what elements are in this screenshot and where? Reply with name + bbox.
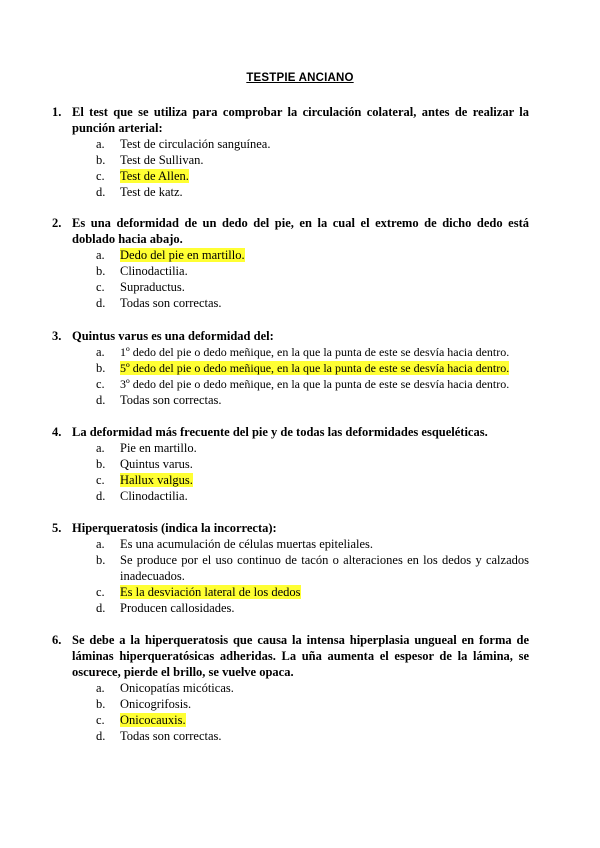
option-b bbox=[52, 456, 529, 472]
option-d bbox=[52, 488, 529, 504]
question-number: 1. bbox=[52, 105, 62, 119]
question-5-options bbox=[52, 536, 529, 616]
option-c bbox=[52, 472, 529, 488]
option-b bbox=[52, 552, 529, 584]
question-4 bbox=[52, 424, 529, 504]
option-letter: b. bbox=[96, 697, 106, 711]
option-text-highlighted: 5º dedo del pie o dedo meñique, en la que la punta de este se desvía hacia dentro. bbox=[120, 361, 510, 375]
question-number: 3. bbox=[52, 329, 62, 343]
question-2-options bbox=[52, 247, 529, 311]
option-c bbox=[52, 712, 529, 728]
option-letter: b. bbox=[96, 264, 106, 278]
option-text: 3º dedo del pie o dedo meñique, en la que la punta de este se desvía hacia dentro. bbox=[120, 377, 510, 391]
option-text: Supraductus. bbox=[120, 280, 185, 294]
option-a bbox=[52, 136, 529, 152]
option-letter: a. bbox=[96, 137, 105, 151]
option-d bbox=[52, 184, 529, 200]
question-number: 5. bbox=[52, 521, 62, 535]
option-a bbox=[52, 440, 529, 456]
option-text: Todas son correctas. bbox=[120, 729, 222, 743]
question-6-header bbox=[52, 632, 529, 680]
option-letter: d. bbox=[96, 185, 106, 199]
option-a bbox=[52, 680, 529, 696]
option-letter: d. bbox=[96, 601, 106, 615]
option-text-highlighted: Onicocauxis. bbox=[120, 713, 186, 727]
option-d bbox=[52, 392, 529, 408]
option-text: Clinodactilia. bbox=[120, 489, 188, 503]
option-letter: c. bbox=[96, 473, 105, 487]
option-text: Todas son correctas. bbox=[120, 393, 222, 407]
question-number: 2. bbox=[52, 216, 62, 230]
option-d bbox=[52, 728, 529, 744]
option-letter: a. bbox=[96, 345, 105, 359]
option-c bbox=[52, 584, 529, 600]
question-text: El test que se utiliza para comprobar la circulación colateral, antes de realizar la punción arterial: bbox=[72, 105, 529, 135]
question-2 bbox=[52, 215, 529, 311]
option-text: Es una acumulación de células muertas epiteliales. bbox=[120, 537, 374, 551]
option-b bbox=[52, 152, 529, 168]
option-letter: a. bbox=[96, 441, 105, 455]
option-text-highlighted: Hallux valgus. bbox=[120, 473, 193, 487]
option-letter: d. bbox=[96, 729, 106, 743]
option-letter: c. bbox=[96, 585, 105, 599]
option-b bbox=[52, 263, 529, 279]
question-text: Es una deformidad de un dedo del pie, en la cual el extremo de dicho dedo está doblado hacia abajo. bbox=[72, 216, 529, 246]
option-text: Quintus varus. bbox=[120, 457, 193, 471]
option-text: Clinodactilia. bbox=[120, 264, 188, 278]
question-text: La deformidad más frecuente del pie y de todas las deformidades esqueléticas. bbox=[72, 425, 488, 439]
option-c bbox=[52, 279, 529, 295]
option-text: Test de circulación sanguínea. bbox=[120, 137, 271, 151]
option-a bbox=[52, 536, 529, 552]
option-letter: a. bbox=[96, 681, 105, 695]
option-text: Test de katz. bbox=[120, 185, 183, 199]
option-d bbox=[52, 295, 529, 311]
question-number: 4. bbox=[52, 425, 62, 439]
option-text-highlighted: Es la desviación lateral de los dedos bbox=[120, 585, 301, 599]
option-letter: b. bbox=[96, 553, 106, 567]
option-letter: c. bbox=[96, 713, 105, 727]
option-text: Test de Sullivan. bbox=[120, 153, 204, 167]
option-b bbox=[52, 360, 529, 376]
question-6 bbox=[52, 632, 529, 744]
question-text: Hiperqueratosis (indica la incorrecta): bbox=[72, 521, 277, 535]
option-a bbox=[52, 344, 529, 360]
question-3-header bbox=[52, 328, 529, 344]
option-c bbox=[52, 168, 529, 184]
option-text: Se produce por el uso continuo de tacón o alteraciones en los dedos y calzados inadecuados. bbox=[120, 553, 529, 583]
option-letter: d. bbox=[96, 296, 106, 310]
question-3-options bbox=[52, 344, 529, 408]
option-text: Onicopatías micóticas. bbox=[120, 681, 234, 695]
option-c bbox=[52, 376, 529, 392]
option-letter: b. bbox=[96, 153, 106, 167]
question-1-header bbox=[52, 104, 529, 136]
option-a bbox=[52, 247, 529, 263]
option-letter: b. bbox=[96, 457, 106, 471]
option-letter: b. bbox=[96, 361, 106, 375]
question-text: Quintus varus es una deformidad del: bbox=[72, 329, 274, 343]
option-text: 1º dedo del pie o dedo meñique, en la que la punta de este se desvía hacia dentro. bbox=[120, 345, 510, 359]
option-text: Onicogrifosis. bbox=[120, 697, 192, 711]
option-letter: d. bbox=[96, 489, 106, 503]
question-6-options bbox=[52, 680, 529, 744]
option-text-highlighted: Test de Allen. bbox=[120, 169, 189, 183]
question-1 bbox=[52, 104, 529, 200]
option-letter: d. bbox=[96, 393, 106, 407]
question-5 bbox=[52, 520, 529, 616]
question-4-options bbox=[52, 440, 529, 504]
question-number: 6. bbox=[52, 633, 62, 647]
option-text: Pie en martillo. bbox=[120, 441, 197, 455]
option-text-highlighted: Dedo del pie en martillo. bbox=[120, 248, 245, 262]
option-letter: a. bbox=[96, 537, 105, 551]
question-5-header bbox=[52, 520, 529, 536]
option-text: Producen callosidades. bbox=[120, 601, 235, 615]
question-text: Se debe a la hiperqueratosis que causa la intensa hiperplasia ungueal en forma de láminas hiperqueratósicas adheridas. La uña aumenta el espesor de la lámina, se oscurece, pierde el brillo, se vuelve opaca. bbox=[72, 633, 529, 679]
question-2-header bbox=[52, 215, 529, 247]
document-title: TESTPIE ANCIANO bbox=[246, 72, 354, 84]
option-b bbox=[52, 696, 529, 712]
option-d bbox=[52, 600, 529, 616]
option-letter: c. bbox=[96, 169, 105, 183]
option-letter: c. bbox=[96, 280, 105, 294]
option-letter: a. bbox=[96, 248, 105, 262]
question-3 bbox=[52, 328, 529, 408]
option-letter: c. bbox=[96, 377, 105, 391]
question-1-options bbox=[52, 136, 529, 200]
option-text: Todas son correctas. bbox=[120, 296, 222, 310]
question-4-header bbox=[52, 424, 529, 440]
